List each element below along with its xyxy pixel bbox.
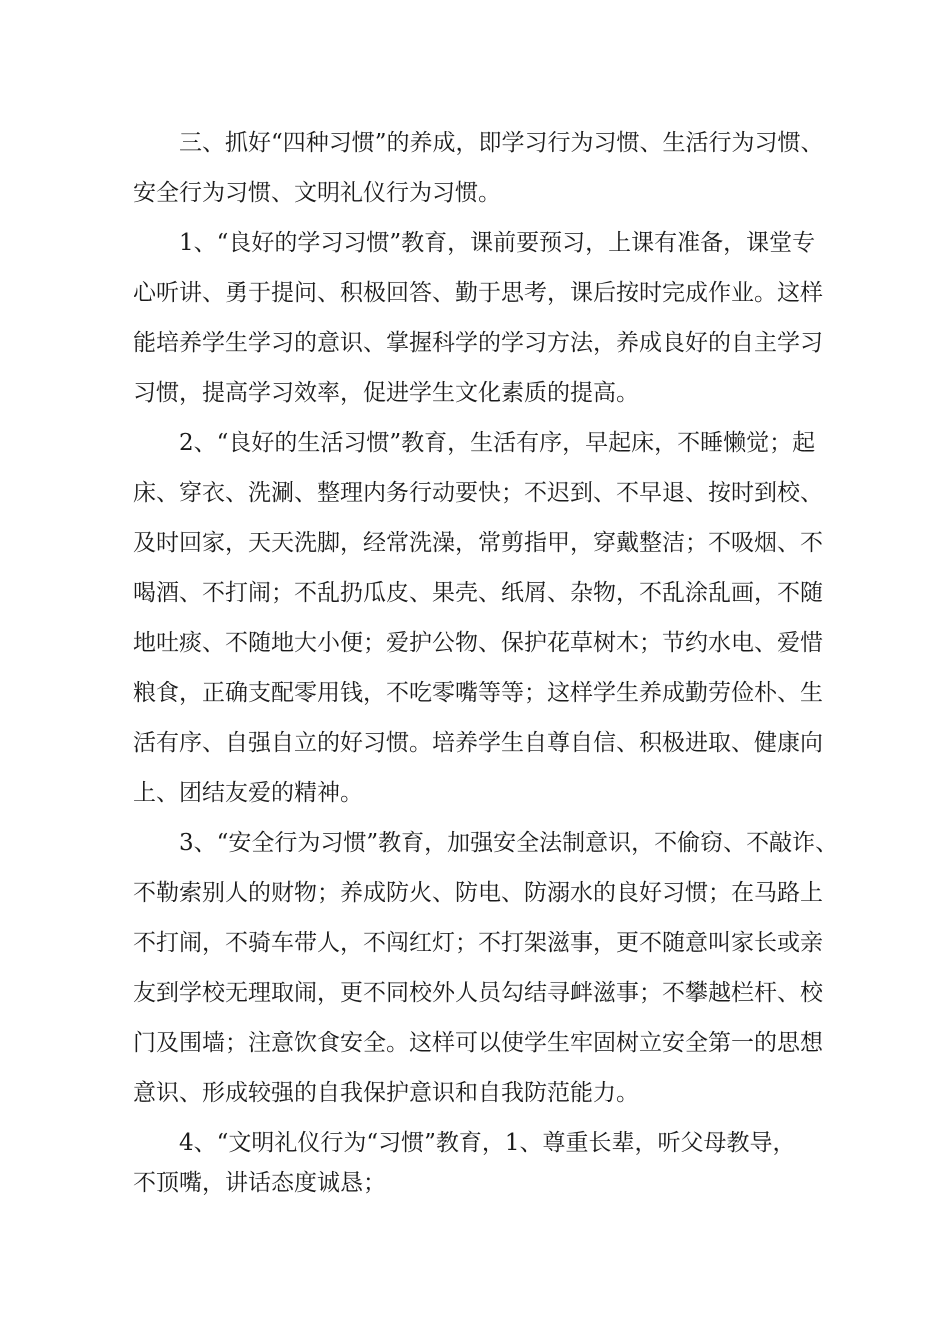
text-line: 能培养学生学习的意识、掌握科学的学习方法，养成良好的自主学习 [133,330,823,356]
paragraph-etiquette-habits [133,1118,823,1198]
text-line: 安全行为习惯、文明礼仪行为习惯。 [133,180,501,206]
paragraph-study-habits [133,218,823,418]
text-line: 1、“良好的学习习惯”教育，课前要预习，上课有准备，课堂专 [179,230,816,256]
paragraph-living-habits [133,418,823,818]
text-line: 喝酒、不打闹；不乱扔瓜皮、果壳、纸屑、杂物，不乱涂乱画，不随 [133,580,823,606]
text-line: 2、“良好的生活习惯”教育，生活有序，早起床，不睡懒觉；起 [179,430,816,456]
text-line: 友到学校无理取闹，更不同校外人员勾结寻衅滋事；不攀越栏杆、校 [133,980,823,1006]
text-line: 4、“文明礼仪行为“习惯”教育，1、尊重长辈，听父母教导， [179,1130,796,1156]
text-line: 不打闹，不骑车带人，不闯红灯；不打架滋事，更不随意叫家长或亲 [133,930,823,956]
text-line: 三、抓好“四种习惯”的养成，即学习行为习惯、生活行为习惯、 [179,130,824,156]
text-line: 意识、形成较强的自我保护意识和自我防范能力。 [133,1080,639,1106]
text-line: 不顶嘴，讲话态度诚恳； [133,1170,386,1196]
paragraph-safety-habits [133,818,839,1118]
paragraph-four-habits-intro [133,118,823,218]
text-line: 地吐痰、不随地大小便；爱护公物、保护花草树木；节约水电、爱惜 [133,630,823,656]
text-line: 门及围墙；注意饮食安全。这样可以使学生牢固树立安全第一的思想 [133,1030,823,1056]
text-line: 习惯，提高学习效率，促进学生文化素质的提高。 [133,380,639,406]
text-line: 上、团结友爱的精神。 [133,780,363,806]
text-line: 活有序、自强自立的好习惯。培养学生自尊自信、积极进取、健康向 [133,730,823,756]
text-line: 3、“安全行为习惯”教育，加强安全法制意识，不偷窃、不敲诈、 [179,830,839,856]
document-body [133,118,839,1198]
text-line: 及时回家，天天洗脚，经常洗澡，常剪指甲，穿戴整洁；不吸烟、不 [133,530,823,556]
text-line: 粮食，正确支配零用钱，不吃零嘴等等；这样学生养成勤劳俭朴、生 [133,680,823,706]
text-line: 心听讲、勇于提问、积极回答、勤于思考，课后按时完成作业。这样 [133,280,823,306]
text-line: 床、穿衣、洗涮、整理内务行动要快；不迟到、不早退、按时到校、 [133,480,823,506]
text-line: 不勒索别人的财物；养成防火、防电、防溺水的良好习惯；在马路上 [133,880,823,906]
